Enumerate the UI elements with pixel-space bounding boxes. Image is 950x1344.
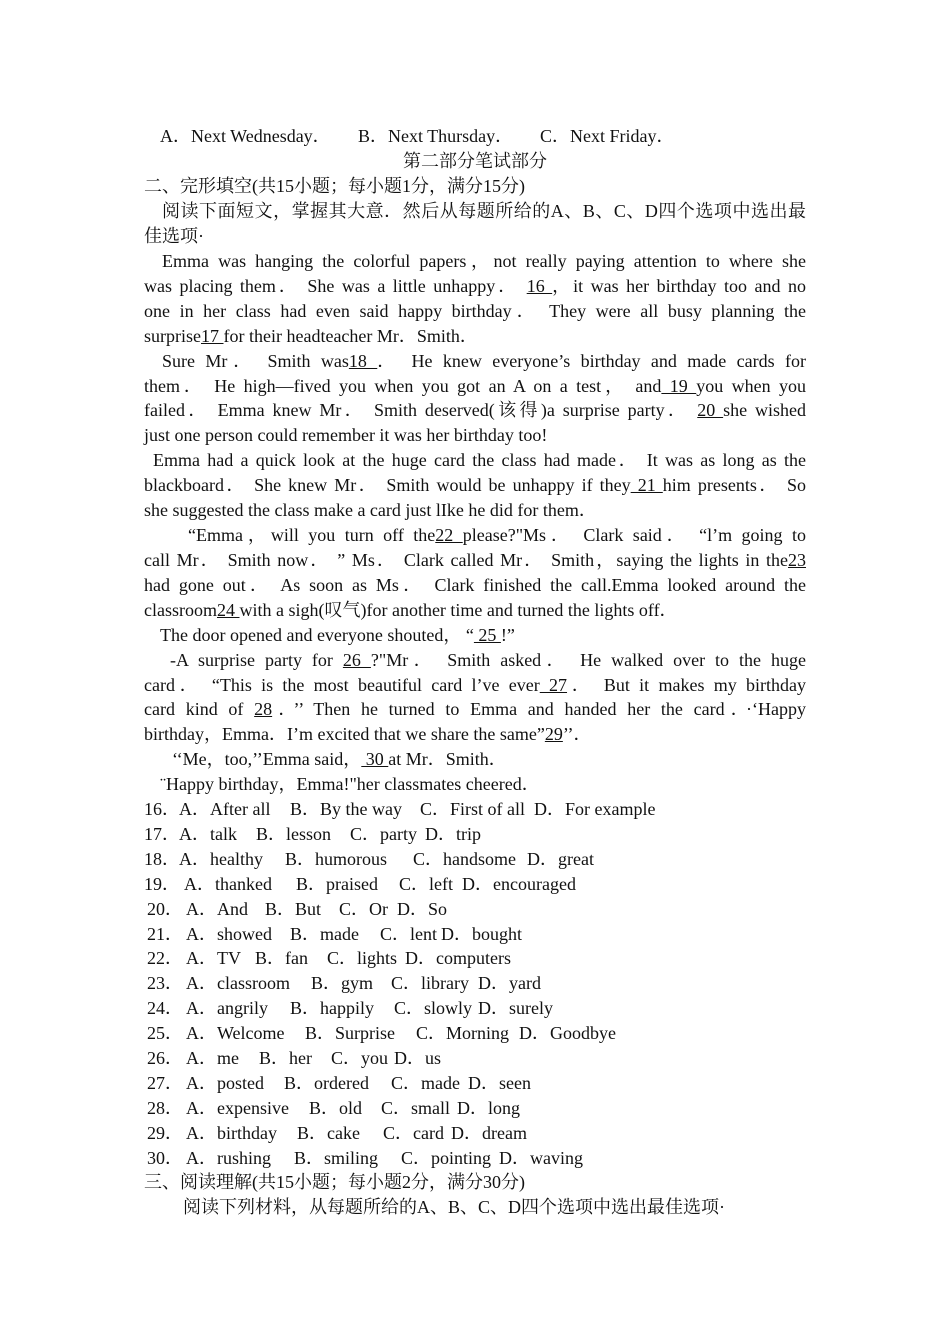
option-b: B．humorous — [285, 848, 388, 869]
option-c: C．First of all — [420, 799, 526, 819]
passage-text: “Emma，will you turn off the — [188, 525, 436, 545]
option-b: B．fan — [255, 948, 308, 969]
question-number: 30． — [147, 1147, 183, 1168]
passage-text: classroom — [144, 600, 217, 620]
option-d: D．seen — [468, 1072, 531, 1093]
option-a: A．thanked — [184, 873, 272, 894]
option-d: D．So — [397, 898, 448, 919]
option-b: B．gym — [311, 973, 374, 994]
passage-line — [144, 722, 806, 747]
option-c: C．you — [331, 1048, 389, 1068]
passage-line — [170, 648, 806, 673]
option-d: D．trip — [425, 823, 481, 844]
option-c: C．slowly — [394, 998, 473, 1019]
passage-text: ． But it makes my birthday — [567, 675, 807, 695]
passage-line — [172, 747, 806, 772]
option-c: C．handsome — [413, 848, 516, 869]
option-a: A．healthy — [179, 848, 263, 869]
passage-line — [160, 623, 806, 648]
option-a: A．And — [186, 898, 248, 919]
passage-text: them． He high—fived you when you got an A on a test， and — [144, 376, 662, 396]
passage-text: blackboard． She knew Mr． Smith would be unhappy if they — [144, 475, 631, 495]
passage-text: ¨Happy birthday，Emma!"her classmates cheered． — [160, 774, 540, 794]
passage-text: birthday，Emma．I’m excited that we share the same” — [144, 724, 545, 744]
blank-number: 18 — [348, 351, 378, 371]
question-number: 24． — [147, 998, 183, 1019]
option-c: C．pointing — [401, 1147, 492, 1168]
question-number: 19． — [144, 873, 180, 894]
section-three-instruction: 阅读下列材料，从每题所给的A、B、C、D四个选项中选出最佳选项· — [183, 1197, 726, 1217]
passage-line — [162, 249, 806, 274]
passage-line — [144, 274, 806, 299]
blank-number: 16 — [526, 276, 553, 296]
option-c: C．made — [391, 1072, 460, 1093]
option-d: D．waving — [499, 1147, 583, 1168]
question-number: 18． — [144, 848, 180, 869]
passage-line — [144, 299, 806, 324]
option-b: B．ordered — [284, 1072, 369, 1093]
passage-line — [160, 772, 806, 797]
passage-line — [144, 673, 806, 698]
option-d: D．computers — [405, 948, 511, 969]
question-number: 26． — [147, 1048, 183, 1068]
passage-line — [188, 523, 806, 548]
option-a: A．me — [186, 1048, 239, 1068]
passage-text: card kind of — [144, 699, 255, 719]
option-b: B．Surprise — [305, 1023, 395, 1044]
option-c: C．left — [399, 873, 453, 894]
option-b: B．praised — [296, 873, 378, 894]
blank-number: 25 — [473, 625, 501, 645]
option-d: D．us — [394, 1048, 442, 1068]
passage-text: Emma was hanging the colorful papers，not really paying attention to where she — [162, 251, 806, 271]
passage-line — [162, 349, 806, 374]
passage-line — [144, 548, 806, 573]
passage-line — [153, 448, 806, 473]
option-c: C．small — [381, 1097, 451, 1118]
option-b: B．By the way — [290, 799, 402, 819]
section-two-heading: 二、完形填空(共15小题；每小题1分，满分15分) — [144, 176, 525, 196]
passage-line — [144, 498, 806, 523]
passage-text: please?"Ms． Clark said． “l’m going to — [462, 525, 806, 545]
passage-line — [144, 598, 806, 623]
section-three-heading: 三、阅读理解(共15小题；每小题2分，满分30分) — [144, 1172, 525, 1192]
blank-number: 27 — [539, 675, 568, 695]
passage-text: you when you — [696, 376, 806, 396]
option-d: D．dream — [451, 1122, 527, 1143]
option-b: B．smiling — [294, 1147, 379, 1168]
passage-text: ．’’ Then he turned to Emma and handed her the card．·‘Happy — [272, 699, 807, 719]
option-a: A．talk — [179, 823, 237, 844]
blank-number: 28 — [254, 699, 273, 719]
option-c: C．library — [391, 973, 469, 994]
option-d: D．bought — [441, 923, 522, 944]
option-a: A．birthday — [186, 1122, 277, 1143]
passage-text: surprise — [144, 326, 201, 346]
question-number: 17． — [144, 823, 180, 844]
passage-text: Sure Mr． Smith was — [162, 351, 349, 371]
passage-text: at Mr．Smith． — [388, 749, 507, 769]
blank-number: 30 — [361, 749, 389, 769]
passage-line — [144, 697, 806, 722]
passage-text: had gone out． As soon as Ms． Clark finished the call.Emma looked around the — [144, 575, 806, 595]
option-a: A．posted — [186, 1072, 264, 1093]
blank-number: 20 — [697, 400, 724, 420]
passage-text: for their headteacher Mr．Smith． — [223, 326, 478, 346]
passage-text: failed． Emma knew Mr． Smith deserved(该得)a surprise party． — [144, 400, 698, 420]
question-number: 25． — [147, 1023, 183, 1044]
blank-number: 29 — [544, 724, 563, 744]
passage-text: was placing them． She was a little unhappy． — [144, 276, 527, 296]
option-a: A．expensive — [186, 1097, 289, 1118]
option-c: C．lights — [327, 948, 398, 969]
passage-line — [144, 573, 806, 598]
question-number: 27． — [147, 1072, 183, 1093]
option-d: D．For example — [534, 799, 656, 819]
question-number: 16． — [144, 799, 180, 819]
question-number: 28． — [147, 1097, 183, 1118]
option-a: A．Next Wednesday． — [160, 126, 331, 146]
blank-number: 23 — [788, 550, 806, 570]
option-b: B．But — [265, 898, 322, 919]
passage-text: -A surprise party for — [170, 650, 343, 670]
blank-number: 26 — [342, 650, 371, 670]
option-c: C．lent — [380, 923, 437, 944]
blank-number: 17 — [201, 326, 224, 346]
question-number: 23． — [147, 973, 183, 994]
option-d: D．encouraged — [462, 873, 576, 894]
option-d: D．great — [527, 848, 594, 869]
option-a: A．rushing — [186, 1147, 271, 1168]
blank-number: 21 — [630, 475, 663, 495]
option-b: B．her — [259, 1048, 312, 1068]
option-a: A．angrily — [186, 998, 268, 1019]
passage-line — [144, 473, 806, 498]
section-two-instruction-cont: 佳选项· — [144, 226, 204, 246]
passage-text: ，it was her birthday too and no — [552, 276, 806, 296]
passage-text: ?"Mr． Smith asked． He walked over to the huge — [370, 650, 807, 670]
passage-text: ‘‘Me，too,’’Emma said， — [172, 749, 362, 769]
passage-text: The door opened and everyone shouted， “ — [160, 625, 474, 645]
blank-number: 22 — [435, 525, 463, 545]
option-c: C．Next Friday． — [540, 126, 675, 146]
passage-line — [144, 423, 806, 448]
passage-line — [144, 398, 806, 423]
option-c: C．card — [383, 1122, 444, 1143]
section-two-instruction: 阅读下面短文，掌握其大意．然后从每题所给的A、B、C、D四个选项中选出最 — [162, 201, 806, 221]
option-c: C．party — [350, 823, 417, 844]
option-b: B．Next Thursday． — [358, 126, 514, 146]
part-title: 第二部分笔试部分 — [403, 151, 547, 171]
question-number: 21． — [147, 923, 183, 944]
passage-text: ． He knew everyone’s birthday and made cards for — [377, 351, 806, 371]
passage-text: card． “This is the most beautiful card l’ve ever — [144, 675, 540, 695]
blank-number: 19 — [661, 376, 697, 396]
passage-text: !” — [500, 625, 515, 645]
option-c: C．Morning — [416, 1023, 510, 1044]
option-b: B．old — [309, 1097, 363, 1118]
option-a: A．After all — [179, 799, 271, 819]
passage-text: Emma had a quick look at the huge card the class had made． It was as long as the — [153, 450, 806, 470]
passage-text: him presents． So — [662, 475, 807, 495]
option-a: A．TV — [186, 948, 241, 969]
option-b: B．happily — [290, 998, 374, 1019]
blank-number: 24 — [216, 600, 240, 620]
passage-text: just one person could remember it was her birthday too! — [144, 425, 548, 445]
question-number: 22． — [147, 948, 183, 969]
passage-text: one in her class had even said happy birthday． They were all busy planning the — [144, 301, 806, 321]
option-b: B．cake — [297, 1122, 360, 1143]
option-d: D．Goodbye — [519, 1023, 616, 1044]
option-d: D．surely — [478, 998, 553, 1019]
passage-text: she wished — [723, 400, 806, 420]
option-a: A．classroom — [186, 973, 290, 994]
option-c: C．Or — [339, 898, 388, 919]
question-number: 20． — [147, 898, 183, 919]
question-number: 29． — [147, 1122, 183, 1143]
option-b: B．lesson — [256, 823, 332, 844]
option-a: A．Welcome — [186, 1023, 285, 1044]
option-b: B．made — [290, 923, 359, 944]
passage-text: she suggested the class make a card just lIke he did for them． — [144, 500, 597, 520]
passage-text: ’’． — [562, 724, 592, 744]
passage-line — [144, 374, 806, 399]
passage-text: call Mr． Smith now． ” Ms． Clark called Mr． Smith，saying the lights in the — [144, 550, 788, 570]
option-d: D．long — [457, 1097, 520, 1118]
passage-text: with a sigh(叹气)for another time and turned the lights off． — [239, 600, 678, 620]
option-d: D．yard — [478, 973, 541, 994]
option-a: A．showed — [186, 923, 272, 944]
passage-line — [144, 324, 806, 349]
